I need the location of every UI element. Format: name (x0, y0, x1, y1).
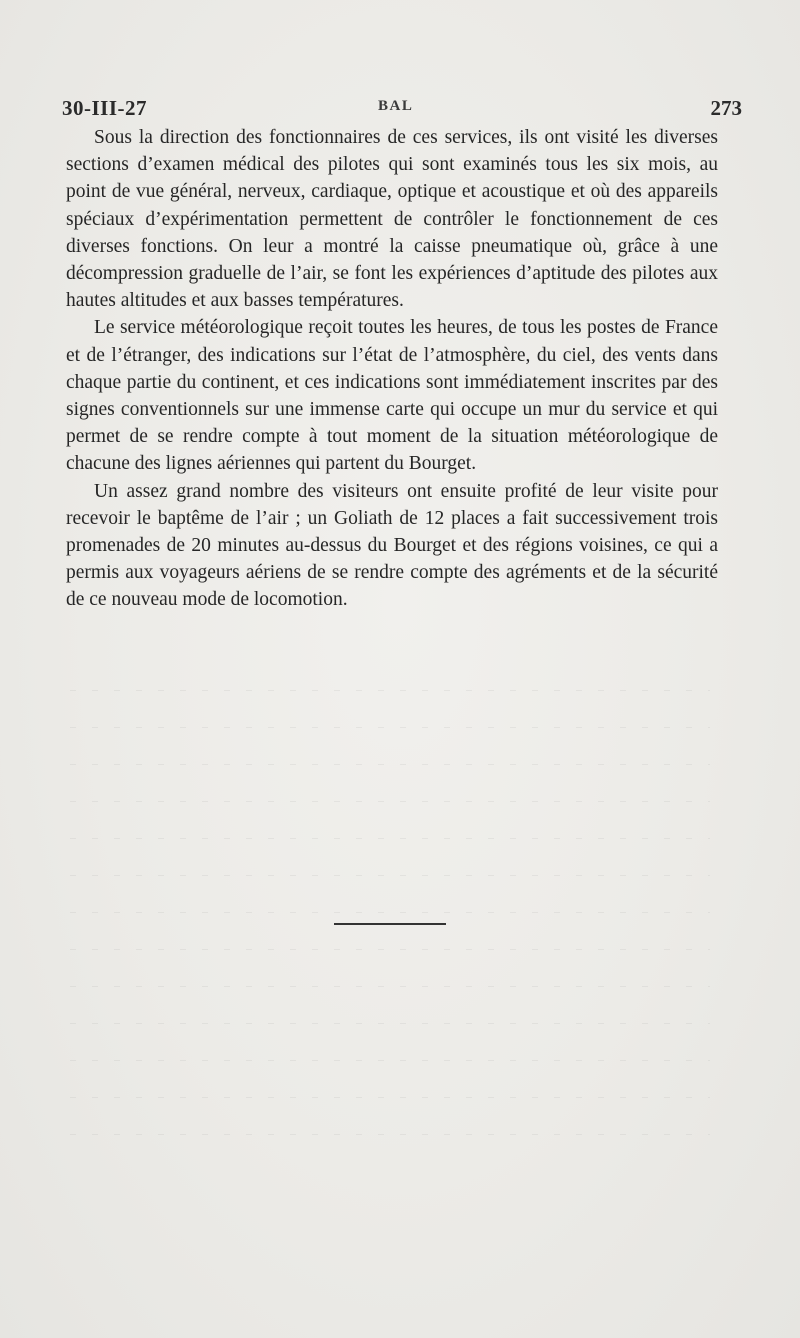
bleed-through-line (70, 764, 710, 765)
bleed-through-line (70, 690, 710, 691)
header-title: BAL (378, 98, 414, 114)
bleed-through-line (70, 875, 710, 876)
bleed-through-line (70, 801, 710, 802)
page-header (62, 96, 742, 122)
bleed-through-line (70, 1097, 710, 1098)
bleed-through-line (70, 1134, 710, 1135)
bleed-through-line (70, 912, 710, 913)
bleed-through-texture (70, 690, 710, 1171)
bleed-through-line (70, 986, 710, 987)
bleed-through-line (70, 1023, 710, 1024)
bleed-through-line (70, 727, 710, 728)
paragraph-1: Sous la direction des fonctionnaires de ces services, ils ont visité les diverses sections d’examen médical des pilotes qui sont examinés tous les six mois, au point de vue général, nerveux, cardiaque, optique et acoustique et où des appareils spéciaux d’expérimentation permettent de contrôler le fonctionnement de ces diverses fonctions. On leur a montré la caisse pneumatique où, grâce à une décompression graduelle de l’air, se font les expériences d’aptitude des pilotes aux hautes altitudes et aux basses températures. (66, 127, 718, 312)
bleed-through-line (70, 838, 710, 839)
bleed-through-line (70, 1060, 710, 1061)
article-body (66, 124, 718, 614)
section-divider-rule (334, 923, 446, 925)
header-date: 30-III-27 (62, 96, 148, 120)
paragraph-2: Le service météorologique reçoit toutes les heures, de tous les postes de France et de l’étranger, des indications sur l’état de l’atmosphère, du ciel, des vents dans chaque partie du continent, et ces indications sont immédiatement inscrites par des signes conventionnels sur une immense carte qui occupe un mur du service et qui permet de se rendre compte à tout moment de la situation météorologique de chacune des lignes aériennes qui partent du Bourget. (66, 317, 718, 475)
page-number: 273 (710, 96, 742, 120)
paragraph-3: Un assez grand nombre des visiteurs ont ensuite profité de leur visite pour recevoir le baptême de l’air ; un Goliath de 12 places a fait successivement trois promenades de 20 minutes au-dessus du Bourget et des régions voisines, ce qui a permis aux voyageurs aériens de se rendre compte des agréments et de la sécurité de ce nouveau mode de locomotion. (66, 480, 718, 611)
bleed-through-line (70, 949, 710, 950)
